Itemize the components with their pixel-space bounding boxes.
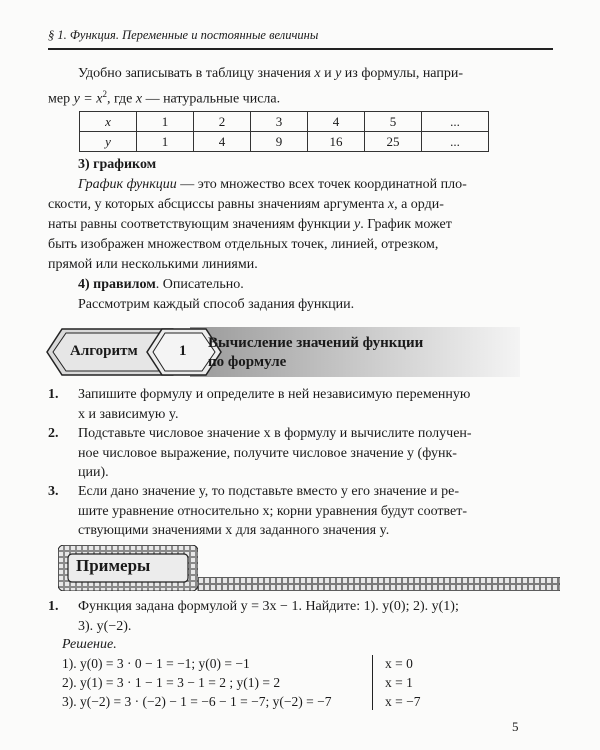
step-number: 1.	[48, 387, 59, 402]
var-x-2: x	[135, 91, 143, 107]
algorithm-title-line-1: Вычисление значений функции	[208, 335, 424, 351]
graph-text-3: наты равны соответствующим значениям функции	[48, 217, 351, 232]
graph-line-1	[48, 175, 558, 195]
running-header: § 1. Функция. Переменные и постоянные величины	[48, 28, 319, 42]
solution-divider	[372, 655, 373, 710]
algorithm-number: 1	[179, 343, 187, 359]
intro-text-2a: мер	[48, 91, 71, 107]
exponent: 2	[102, 89, 107, 99]
step-line: ное числовое выражение, получите числовое значение y (функ-	[78, 445, 457, 461]
table-cell: ...	[422, 112, 489, 132]
table-cell: y	[80, 132, 137, 152]
table-cell: x	[80, 112, 137, 132]
step-line: Запишите формулу и определите в ней независимую переменную	[78, 387, 471, 402]
table-cell: 5	[365, 112, 422, 132]
intro-text-2b: , где	[106, 91, 133, 107]
step-line: Подставьте числовое значение x в формулу и вычислите получен-	[78, 426, 472, 441]
graph-term: График функции	[78, 177, 177, 192]
graph-text-1: — это множество всех точек координатной пло-	[180, 177, 467, 192]
var-x: x	[314, 66, 321, 81]
algorithm-step-3	[48, 482, 560, 541]
table-cell: 2	[194, 112, 251, 132]
formula-y-x2: y = x	[73, 91, 103, 107]
algorithm-step-1	[48, 385, 560, 424]
problem-number: 1.	[48, 599, 59, 614]
table-cell: 3	[251, 112, 308, 132]
header-rule	[48, 48, 553, 50]
table-cell: 25	[365, 132, 422, 152]
x-value-2: x = 1	[385, 675, 413, 690]
algorithm-step-2	[48, 424, 560, 483]
problem-line-2: 3). y(−2).	[78, 618, 132, 634]
step-line: шите уравнение относительно x; корни уравнения будут соответ-	[78, 503, 468, 519]
page-number: 5	[512, 719, 519, 734]
graph-text-2b: , а орди-	[394, 197, 444, 212]
solution-line-3: 3). y(−2) = 3 · (−2) − 1 = −6 − 1 = −7; y(−2) = −7	[62, 694, 332, 709]
solution-line-2: 2). y(1) = 3 · 1 − 1 = 3 − 1 = 2 ; y(1) = 2	[62, 675, 281, 690]
graph-line-3	[48, 215, 558, 235]
step-line: x и зависимую y.	[78, 406, 179, 422]
x-value-3: x = −7	[385, 694, 421, 709]
method-rule-label: 4) правилом	[78, 277, 156, 292]
method-graph-label: 3) графиком	[78, 157, 157, 172]
intro-text-1b: из формулы, напри-	[344, 66, 463, 81]
intro-paragraph-line2	[48, 84, 558, 110]
graph-text-3b: . График может	[360, 217, 452, 232]
step-line: ствующими значениями x для заданного значения y.	[78, 523, 390, 538]
step-line: ции).	[78, 465, 109, 480]
table-cell: 1	[137, 112, 194, 132]
graph-line-2	[48, 195, 558, 215]
var-y-2: y	[354, 217, 361, 232]
table-row-x	[80, 112, 489, 132]
x-value-1: x = 0	[385, 656, 413, 671]
method-rule-text: . Описательно.	[155, 277, 244, 292]
problem-line-1: Функция задана формулой y = 3x − 1. Найдите: 1). y(0); 2). y(1);	[78, 599, 459, 614]
var-y: y	[335, 66, 342, 81]
consider-text: Рассмотрим каждый способ задания функции.	[78, 297, 355, 312]
example-problem-1	[48, 597, 560, 636]
intro-text-2c: — натуральные числа.	[145, 91, 281, 107]
graph-text-2a: скости, у которых абсциссы равны значениям аргумента	[48, 197, 385, 212]
graph-line-5: прямой или несколькими линиями.	[48, 257, 258, 272]
algorithm-label: Алгоритм	[70, 343, 138, 359]
algorithm-title	[208, 334, 423, 372]
value-table	[79, 111, 489, 152]
intro-and: и	[324, 66, 332, 81]
var-x-3: x	[387, 197, 395, 212]
examples-label: Примеры	[76, 556, 151, 575]
step-number: 3.	[48, 484, 59, 499]
solution-line-1: 1). y(0) = 3 · 0 − 1 = −1; y(0) = −1	[62, 656, 250, 671]
intro-text-1: Удобно записывать в таблицу значения	[78, 66, 311, 81]
table-cell: 1	[137, 132, 194, 152]
step-number: 2.	[48, 426, 59, 441]
graph-line-4: быть изображен множеством отдельных точек, линией, отрезком,	[48, 237, 439, 252]
table-cell: 4	[194, 132, 251, 152]
solution-label: Решение.	[62, 637, 117, 652]
table-cell: ...	[422, 132, 489, 152]
table-cell: 9	[251, 132, 308, 152]
table-cell: 16	[308, 132, 365, 152]
method-rule	[78, 275, 558, 295]
algorithm-title-line-2: по формуле	[208, 354, 287, 370]
examples-strip	[48, 577, 560, 591]
intro-paragraph	[48, 64, 558, 84]
table-row-y	[80, 132, 489, 152]
step-line: Если дано значение y, то подставьте вместо y его значение и ре-	[78, 484, 459, 499]
table-cell: 4	[308, 112, 365, 132]
